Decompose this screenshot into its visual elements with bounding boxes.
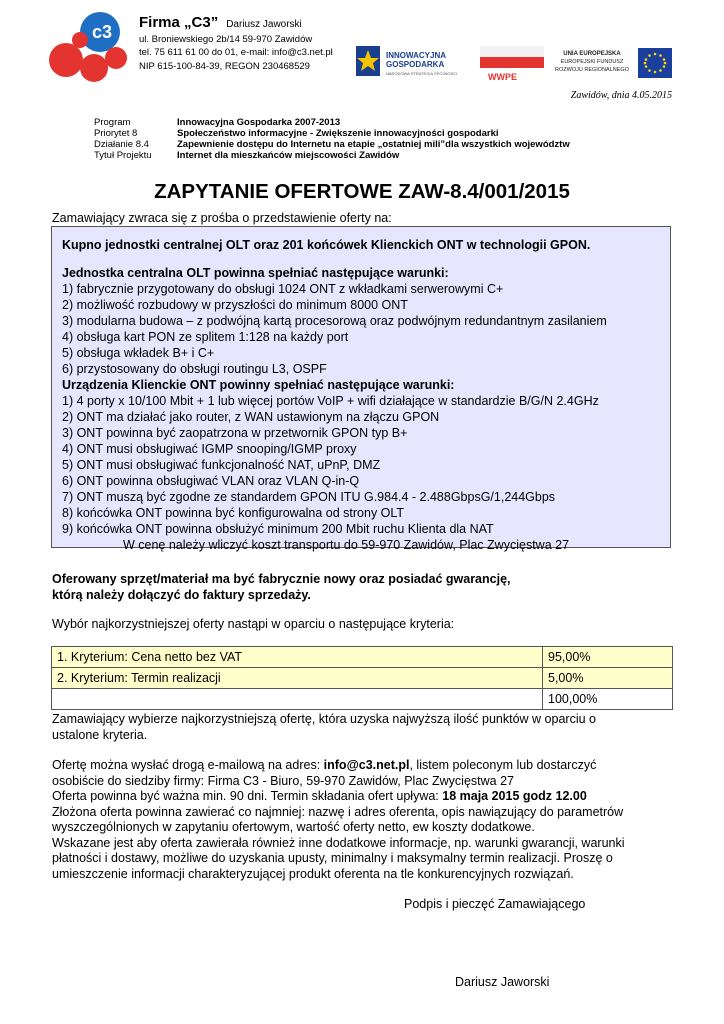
ont-requirements-heading: Urządzenia Klienckie ONT powinny spełniać następujące warunki: (62, 378, 455, 392)
submission-line: osobiście do siedziby firmy: Firma C3 - Biuro, 59-970 Zawidów, Plac Zwycięstwa 27 (52, 773, 514, 788)
company-name: Firma „C3” Dariusz Jaworski (139, 14, 302, 31)
eu-fund-logo (548, 44, 674, 84)
criteria-table (51, 646, 673, 710)
submission-line: Wskazane jest aby oferta zawierała również inne dodatkowe informacje, np. warunki gwarancji, warunki (52, 835, 625, 850)
priority-row: Priorytet 8 Społeczeństwo informacyjne - Zwiększenie innowacyjności gospodarki (94, 128, 499, 139)
document-title: ZAPYTANIE OFERTOWE ZAW-8.4/001/2015 (154, 180, 570, 203)
transport-note: W cenę należy wliczyć koszt transportu do 59-970 Zawidów, Plac Zwycięstwa 27 (123, 538, 570, 552)
ont-item: 4) ONT musi obsługiwać IGMP snooping/IGMP proxy (62, 442, 357, 456)
signature-label: Podpis i pieczęć Zamawiającego (404, 897, 586, 911)
svg-text:EUROPEJSKI FUNDUSZ: EUROPEJSKI FUNDUSZ (560, 59, 624, 65)
warranty-line: Oferowany sprzęt/materiał ma być fabrycznie nowy oraz posiadać gwarancję, (52, 572, 511, 586)
criteria-row: 2. Kryterium: Termin realizacji 5,00% (52, 668, 673, 689)
program-info-table (94, 117, 570, 161)
ont-item: 6) ONT powinna obsługiwać VLAN oraz VLAN Q-in-Q (62, 474, 360, 488)
olt-item: 3) modularna budowa – z podwójną kartą procesorową oraz podwójnym redundantnym zasilaniem (62, 314, 607, 328)
ont-item: 7) ONT muszą być zgodne ze standardem GPON ITU G.984.4 - 2.488GbpsG/1,244Gbps (62, 490, 556, 504)
project-title-row: Tytuł Projektu Internet dla mieszkańców miejscowości Zawidów (94, 150, 400, 161)
warranty-requirement (52, 571, 511, 603)
company-registry: NIP 615-100-84-39, REGON 230468529 (139, 61, 310, 72)
olt-requirements-heading: Jednostka centralna OLT powinna spełniać następujące warunki: (62, 266, 449, 280)
olt-item: 5) obsługa wkładek B+ i C+ (62, 346, 215, 360)
specification-box (51, 226, 671, 552)
ont-item: 3) ONT powinna być zaopatrzona w przetwornik GPON typ B+ (62, 426, 408, 440)
submission-line: Ofertę można wysłać drogą e-mailową na adres: info@c3.net.pl, listem poleconym lub dostarczyć (52, 758, 597, 772)
company-address: ul. Broniewskiego 2b/14 59-970 Zawidów (139, 34, 313, 45)
company-contact: tel. 75 611 61 00 do 01, e-mail: info@c3.net.pl (139, 47, 333, 58)
selection-line: ustalone kryteria. (52, 727, 148, 742)
ont-item: 8) końcówka ONT powinna być konfigurowalna od strony OLT (62, 506, 405, 520)
submission-line: Złożona oferta powinna zawierać co najmniej: nazwę i adres oferenta, opis nawiązujący do parametrów (52, 804, 624, 819)
validity-line: Oferta powinna być ważna min. 90 dni. Termin składania ofert upływa: 18 maja 2015 godz 12.00 (52, 789, 587, 803)
company-owner: Dariusz Jaworski (226, 19, 302, 30)
signer-name: Dariusz Jaworski (455, 975, 550, 989)
selection-line: Zamawiający wybierze najkorzystniejszą ofertę, która uzyska najwyższą ilość punktów w oparciu o (52, 712, 596, 726)
selection-note (52, 712, 682, 743)
olt-item: 6) przystosowany do obsługi routingu L3, OSPF (62, 362, 327, 376)
svg-text:NARODOWA STRATEGIA SPÓJNOŚCI: NARODOWA STRATEGIA SPÓJNOŚCI (386, 71, 458, 76)
olt-item: 2) możliwość rozbudowy w przyszłości do minimum 8000 ONT (62, 298, 408, 312)
criteria-intro: Wybór najkorzystniejszej oferty nastąpi w oparciu o następujące kryteria: (52, 617, 455, 631)
spec-heading: Kupno jednostki centralnej OLT oraz 201 końcówek Klienckich ONT w technologii GPON. (62, 238, 591, 252)
intro-text: Zamawiający zwraca się z prośba o przedstawienie oferty na: (52, 211, 392, 225)
submission-line: wyszczególnionych w zapytaniu ofertowym, wartość oferty netto, ew koszty dodatkowe. (52, 820, 535, 834)
c3-company-logo (44, 10, 134, 92)
warranty-line: którą należy dołączyć do faktury sprzedaży. (52, 588, 311, 602)
document-date: Zawidów, dnia 4.05.2015 (570, 90, 672, 101)
ont-item: 1) 4 porty x 10/100 Mbit + 1 lub więcej portów VoIP + wifi działające w standardzie B/G/N 2.4GHz (62, 394, 599, 408)
svg-text:UNIA EUROPEJSKA: UNIA EUROPEJSKA (563, 51, 621, 57)
deadline: 18 maja 2015 godz 12.00 (442, 789, 587, 803)
action-row: Działanie 8.4 Zapewnienie dostępu do Internetu na etapie „ostatniej mili”dla wszystkich województw (94, 139, 570, 150)
ont-item: 5) ONT musi obsługiwać funkcjonalność NAT, uPnP, DMZ (62, 458, 381, 472)
criteria-total-row: 100,00% (52, 689, 673, 710)
olt-item: 1) fabrycznie przygotowany do obsługi 1024 ONT z wkładkami serwerowymi C+ (62, 282, 504, 296)
svg-text:WWPE: WWPE (488, 72, 517, 82)
program-row: Program Innowacyjna Gospodarka 2007-2013 (94, 117, 341, 128)
criteria-row: 1. Kryterium: Cena netto bez VAT 95,00% (52, 647, 673, 668)
svg-text:ROZWOJU REGIONALNEGO: ROZWOJU REGIONALNEGO (555, 67, 629, 73)
innowacyjna-gospodarka-logo (356, 44, 466, 82)
svg-text:GOSPODARKA: GOSPODARKA (386, 60, 445, 69)
wwpe-flag-logo (476, 44, 548, 84)
svg-text:INNOWACYJNA: INNOWACYJNA (386, 51, 447, 60)
ont-item: 2) ONT ma działać jako router, z WAN ustawionym na złączu GPON (62, 410, 440, 424)
ont-item: 9) końcówka ONT powinna obsłużyć minimum 200 Mbit ruchu Klienta dla NAT (62, 522, 494, 536)
contact-email[interactable]: info@c3.net.pl (323, 758, 410, 772)
olt-item: 4) obsługa kart PON ze splitem 1:128 na każdy port (62, 330, 349, 344)
svg-text:c3: c3 (92, 22, 113, 42)
submission-line: płatności i dostawy, możliwe do uzyskania upusty, minimalny i maksymalny termin realizacji. Proszę o (52, 851, 613, 865)
submission-info (52, 758, 682, 882)
submission-line: umieszczenie informacji charakteryzującej produkt oferenta na tle konkurencyjnych rozwiązań. (52, 866, 574, 881)
